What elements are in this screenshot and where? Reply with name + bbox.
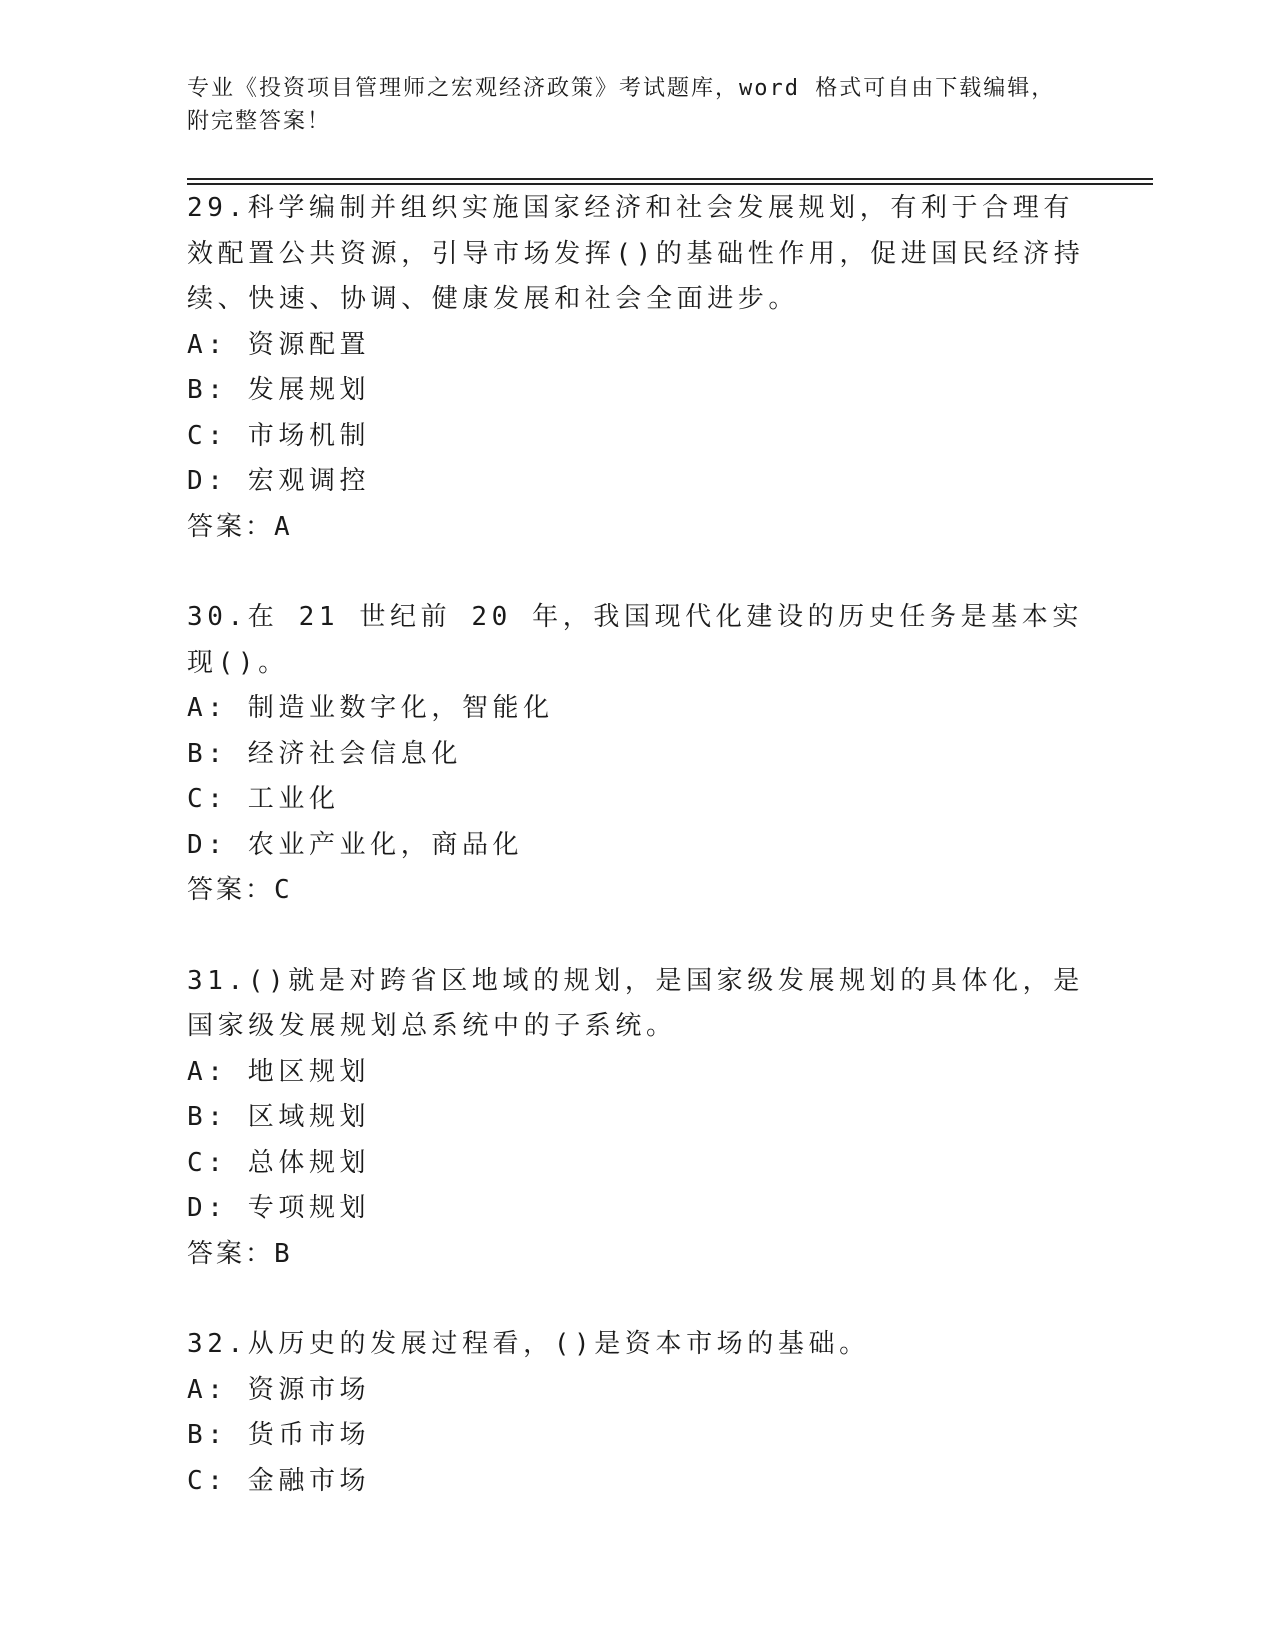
- question-stem: 30.在 21 世纪前 20 年，我国现代化建设的历史任务是基本实现()。: [187, 602, 1083, 678]
- question-29: [187, 186, 1087, 550]
- question-32: [187, 1322, 1087, 1504]
- question-stem: 32.从历史的发展过程看，()是资本市场的基础。: [187, 1329, 870, 1359]
- option-b: B: 发展规划: [187, 375, 371, 405]
- option-b: B: 货币市场: [187, 1420, 371, 1450]
- option-d: D: 专项规划: [187, 1193, 371, 1223]
- option-a: A: 资源市场: [187, 1374, 371, 1405]
- question-stem: 29.科学编制并组织实施国家经济和社会发展规划，有利于合理有效配置公共资源，引导市场发挥()的基础性作用，促进国民经济持续、快速、协调、健康发展和社会全面进步。: [187, 193, 1085, 314]
- question-30: [187, 595, 1087, 914]
- option-d: D: 宏观调控: [187, 466, 371, 496]
- option-a: A: 制造业数字化，智能化: [187, 693, 554, 723]
- question-stem: 31.()就是对跨省区地域的规划，是国家级发展规划的具体化，是国家级发展规划总系统中的子系统。: [187, 965, 1084, 1041]
- answer-line: 答案：C: [187, 875, 293, 905]
- header-divider-top: [187, 178, 1153, 180]
- header-line-1: 专业《投资项目管理师之宏观经济政策》考试题库，word 格式可自由下载编辑，: [187, 76, 1056, 101]
- option-c: C: 总体规划: [187, 1147, 371, 1178]
- header-divider-bottom: [187, 183, 1153, 185]
- option-b: B: 区域规划: [187, 1102, 371, 1132]
- document-header: [187, 72, 1067, 138]
- answer-line: 答案：B: [187, 1238, 293, 1269]
- option-c: C: 金融市场: [187, 1465, 371, 1496]
- question-list: [187, 186, 1087, 1549]
- option-d: D: 农业产业化，商品化: [187, 829, 524, 860]
- option-b: B: 经济社会信息化: [187, 738, 462, 769]
- header-line-2: 附完整答案！: [187, 109, 332, 134]
- option-c: C: 工业化: [187, 784, 340, 814]
- option-a: A: 地区规划: [187, 1056, 371, 1087]
- question-31: [187, 959, 1087, 1278]
- option-c: C: 市场机制: [187, 420, 371, 451]
- answer-line: 答案：A: [187, 511, 293, 542]
- option-a: A: 资源配置: [187, 329, 371, 360]
